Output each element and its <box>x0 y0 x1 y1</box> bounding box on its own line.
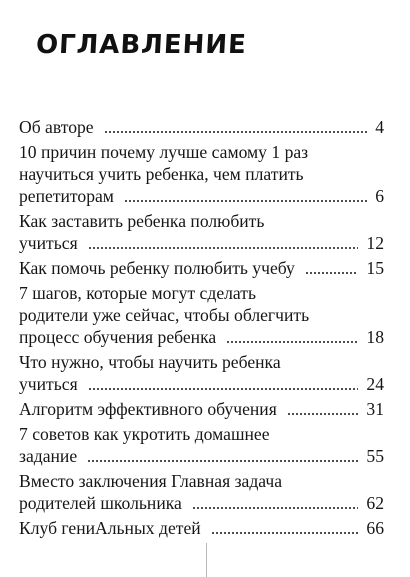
toc-entry-title: 7 советов как укротить домашнее <box>19 424 270 444</box>
toc-page-number: 62 <box>366 493 384 513</box>
toc-page-number: 12 <box>366 233 384 253</box>
toc-entry[interactable] <box>19 141 384 207</box>
toc-entry[interactable] <box>19 423 384 467</box>
toc-entry-title: Как заставить ребенка полюбить <box>19 211 265 231</box>
toc-entry[interactable] <box>19 282 384 348</box>
page-fold-line <box>206 543 207 577</box>
dot-leader <box>87 460 358 462</box>
toc-page-number: 4 <box>375 117 384 137</box>
toc-entry-title: процесс обучения ребенка <box>19 327 217 347</box>
dot-leader <box>192 507 359 509</box>
dot-leader <box>104 131 368 133</box>
toc-entry-title: Как помочь ребенку полюбить учебу <box>19 258 295 278</box>
toc-entry-title: Что нужно, чтобы научить ребенка <box>19 352 281 372</box>
table-of-contents <box>19 116 384 539</box>
toc-entry[interactable] <box>19 517 384 539</box>
dot-leader <box>88 388 359 390</box>
toc-page-number: 55 <box>366 446 384 466</box>
toc-entry-title: Об авторе <box>19 117 94 137</box>
toc-page-number: 6 <box>375 186 384 206</box>
toc-entry-title: 10 причин почему лучше самому 1 раз <box>19 142 309 162</box>
toc-entry-title: научиться учить ребенка, чем платить <box>19 164 304 184</box>
toc-page-number: 31 <box>366 399 384 419</box>
toc-entry-title: Алгоритм эффективного обучения <box>19 399 277 419</box>
dot-leader <box>305 272 359 274</box>
dot-leader <box>211 532 359 534</box>
toc-entry-title: учиться <box>19 233 78 253</box>
toc-entry-title: репетиторам <box>19 186 114 206</box>
toc-entry-title: Клуб гениАльных детей <box>19 518 201 538</box>
toc-entry-title: 7 шагов, которые могут сделать <box>19 283 256 303</box>
toc-entry-title: родителей школьника <box>19 493 182 513</box>
toc-entry-title: родители уже сейчас, чтобы облегчить <box>19 305 310 325</box>
dot-leader <box>287 413 359 415</box>
toc-entry-title: учиться <box>19 374 78 394</box>
dot-leader <box>124 200 367 202</box>
toc-entry[interactable] <box>19 470 384 514</box>
toc-entry[interactable] <box>19 351 384 395</box>
toc-page-number: 18 <box>366 327 384 347</box>
toc-entry[interactable] <box>19 116 384 138</box>
toc-entry-title: Вместо заключения Главная задача <box>19 471 283 491</box>
page-title: ОГЛАВЛЕНИЕ <box>35 30 248 60</box>
dot-leader <box>226 341 358 343</box>
toc-entry[interactable] <box>19 398 384 420</box>
toc-entry[interactable] <box>19 210 384 254</box>
toc-page-number: 24 <box>366 374 384 394</box>
toc-entry[interactable] <box>19 257 384 279</box>
toc-page-number: 15 <box>366 258 384 278</box>
toc-page-number: 66 <box>366 518 384 538</box>
dot-leader <box>88 247 359 249</box>
toc-entry-title: задание <box>19 446 78 466</box>
